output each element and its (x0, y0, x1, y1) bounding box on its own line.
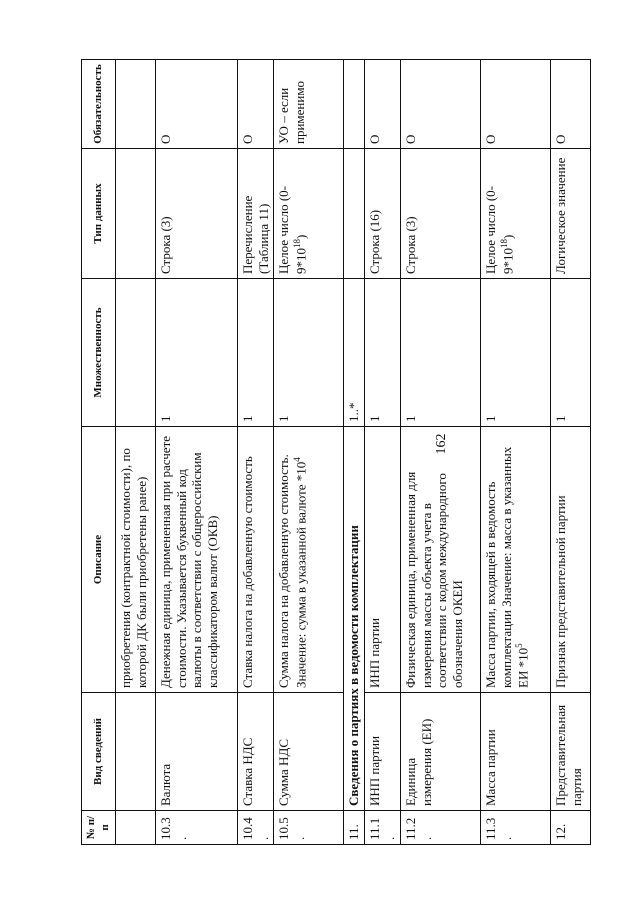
cell-num: 11. (344, 811, 365, 845)
header-type: Тип данных (82, 149, 116, 279)
cell-kind: Сумма НДС (274, 693, 344, 811)
cell-oblig: О (400, 60, 480, 149)
header-desc: Описание (82, 427, 116, 693)
table-row (364, 60, 400, 845)
cell-oblig: О (364, 60, 400, 149)
cell-num: 10.5. (274, 811, 344, 845)
cell-oblig: О (156, 60, 238, 149)
cell-desc: приобретения (контрактной стоимости), по которой ДК были приобретены ранее) (116, 427, 156, 693)
cell-kind: Единица измерения (ЕИ) (400, 693, 480, 811)
rotated-table-container (81, 60, 584, 845)
cell-type (274, 149, 344, 279)
cell-mult: 1 (238, 279, 274, 427)
cell-oblig (344, 60, 365, 149)
cell-type-text: Целое число (0-9*10 (276, 186, 309, 274)
cell-kind: Масса партии (480, 693, 550, 811)
cell-num: 11.3. (480, 811, 550, 845)
superscript: 4 (291, 457, 302, 462)
cell-type (480, 149, 550, 279)
cell-mult: 1 (364, 279, 400, 427)
cell-desc-text: Сумма налога на добавленную стоимость. Значение: сумма в указанной валюте *10 (276, 454, 309, 688)
page-number: 162 (434, 433, 449, 455)
cell-oblig: УО – если применимо (274, 60, 344, 149)
cell-type-text: Целое число (0-9*10 (482, 186, 515, 274)
cell-type: Логическое значение (550, 149, 590, 279)
cell-oblig (116, 60, 156, 149)
header-oblig: Обязательность (82, 60, 116, 149)
data-table (81, 59, 591, 845)
cell-desc: Ставка налога на добавленную стоимость (238, 427, 274, 693)
table-row (116, 60, 156, 845)
cell-mult: 1 (550, 279, 590, 427)
section-row (344, 60, 365, 845)
cell-type-end: ) (293, 234, 309, 239)
cell-type: Перечисление (Таблица 11) (238, 149, 274, 279)
table-row (400, 60, 480, 845)
cell-mult (116, 279, 156, 427)
cell-num: 11.2. (400, 811, 480, 845)
cell-kind: Валюта (156, 693, 238, 811)
table-row (156, 60, 238, 845)
header-mult: Множественность (82, 279, 116, 427)
cell-mult: 1..* (344, 279, 365, 427)
cell-type: Строка (3) (156, 149, 238, 279)
superscript: 18 (498, 239, 509, 248)
table-row (238, 60, 274, 845)
header-num: № п/п (82, 811, 116, 845)
cell-type-end: ) (499, 234, 515, 239)
cell-desc (480, 427, 550, 693)
cell-type: Строка (16) (364, 149, 400, 279)
superscript: 5 (514, 643, 525, 648)
header-kind: Вид сведений (82, 693, 116, 811)
cell-kind: Представительная партия (550, 693, 590, 811)
cell-desc: Признак представительной партии (550, 427, 590, 693)
cell-type (116, 149, 156, 279)
cell-type (344, 149, 365, 279)
cell-type: Строка (3) (400, 149, 480, 279)
cell-desc (274, 427, 344, 693)
cell-mult: 1 (156, 279, 238, 427)
cell-mult: 1 (274, 279, 344, 427)
cell-num (116, 811, 156, 845)
table-header-row (82, 60, 116, 845)
cell-desc: Денежная единица, примененная при расчете стоимости. Указывается буквенный код валюты в соответствии с общероссийским классификатором валют (ОКВ) (156, 427, 238, 693)
cell-mult: 1 (480, 279, 550, 427)
section-title: Сведения о партиях в ведомости комплектации (344, 427, 365, 811)
cell-num: 10.3. (156, 811, 238, 845)
cell-num: 10.4. (238, 811, 274, 845)
cell-kind: Ставка НДС (238, 693, 274, 811)
cell-num: 11.1. (364, 811, 400, 845)
superscript: 18 (291, 239, 302, 248)
cell-kind: ИНП партии (364, 693, 400, 811)
cell-desc-text: Масса партии, входящей в ведомость комплектации Значение: масса в указанных ЕИ *10 (482, 446, 531, 688)
cell-desc: ИНП партии (364, 427, 400, 693)
cell-kind (116, 693, 156, 811)
table-row (480, 60, 550, 845)
table-row (274, 60, 344, 845)
cell-oblig: О (238, 60, 274, 149)
cell-mult: 1 (400, 279, 480, 427)
cell-desc: Физическая единица, примененная для измерения массы объекта учета в соответствии с кодом международного обозначения ОКЕИ (400, 427, 480, 693)
cell-num: 12. (550, 811, 590, 845)
cell-oblig: О (480, 60, 550, 149)
cell-oblig: О (550, 60, 590, 149)
table-row (550, 60, 590, 845)
